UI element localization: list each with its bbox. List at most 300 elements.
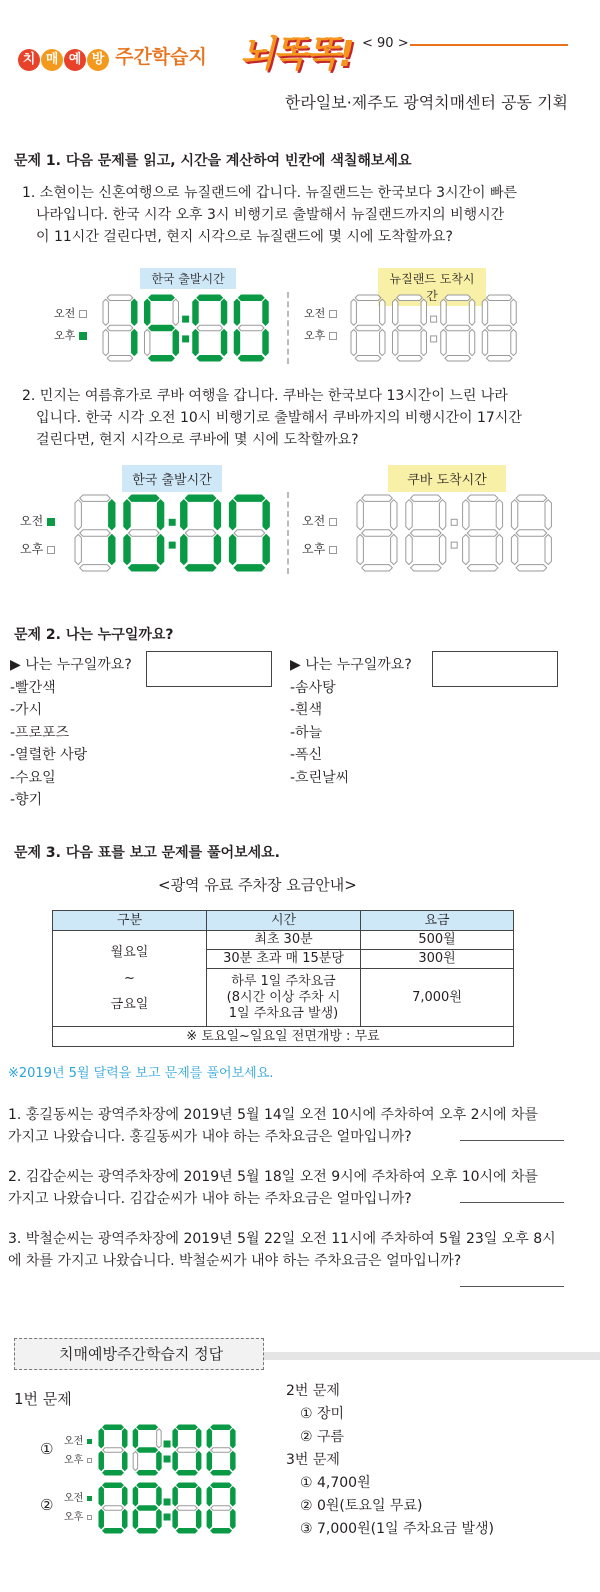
segment-e — [103, 329, 108, 355]
fee-time-cell — [207, 969, 361, 1027]
page-number: < 90 > — [362, 36, 409, 51]
q2-left-prompt: ▶ 나는 누구일까요? — [10, 657, 132, 673]
answer-q1-label: 1번 문제 — [14, 1390, 72, 1408]
segment-d — [234, 565, 265, 571]
hint-item: -하늘 — [290, 724, 323, 741]
fee-amount-cell: 7,000원 — [361, 969, 514, 1027]
clock-colon — [431, 316, 437, 322]
segment-a — [103, 1483, 124, 1487]
clock-colon — [164, 1499, 170, 1505]
q1-item2-clock-left — [74, 494, 270, 572]
segment-b — [496, 500, 502, 530]
segment-b — [263, 500, 269, 530]
segment-e — [99, 1452, 103, 1471]
segment-d — [185, 565, 216, 571]
segment-e — [181, 534, 187, 564]
segment-b — [157, 1429, 161, 1448]
segment-g — [177, 1448, 198, 1452]
am-label: 오전 — [64, 1493, 84, 1504]
segment-d — [211, 1471, 232, 1475]
clock-digit — [75, 495, 115, 571]
segment-a — [177, 1483, 198, 1487]
answer-item: ② 0원(토요일 무료) — [300, 1498, 423, 1514]
hint-item: -흐린날씨 — [290, 769, 350, 786]
q3-question-3 — [8, 1228, 588, 1272]
q2-title: 문제 2. 나는 누구일까요? — [14, 627, 174, 643]
segment-f — [511, 500, 517, 530]
segment-a — [197, 295, 223, 300]
brand-circle-3: 예 — [64, 49, 86, 71]
segment-a — [238, 295, 264, 300]
clock-digit — [99, 1483, 127, 1533]
clock-digit — [229, 495, 269, 571]
segment-c — [469, 329, 474, 355]
q1-item1-line3: 이 11시간 걸린다면, 현지 시각으로 뉴질랜드에 몇 시에 도착할까요? — [36, 229, 453, 245]
segment-b — [109, 500, 115, 530]
brand-title: 주간학습지 — [115, 46, 207, 68]
clock-digit — [463, 495, 503, 571]
clock-colon — [451, 519, 457, 525]
segment-e — [124, 534, 130, 564]
clock-colon — [431, 336, 437, 342]
fee-time-cell: 30분 초과 매 15분당 — [207, 950, 361, 969]
segment-f — [441, 299, 446, 325]
segment-e — [207, 1510, 211, 1529]
fee-time-line: 1일 주차요금 발생) — [228, 1005, 339, 1021]
segment-a — [103, 1425, 124, 1429]
pm-label: 오후 — [20, 542, 44, 556]
segment-f — [133, 1429, 137, 1448]
segment-a — [177, 1425, 198, 1429]
segment-g — [234, 530, 265, 536]
q1-item1-ampm-right — [304, 303, 337, 347]
hint-item: -솜사탕 — [290, 679, 336, 696]
clock-digit — [207, 1483, 235, 1533]
segment-e — [392, 329, 397, 355]
segment-g — [410, 530, 441, 536]
segment-c — [231, 1510, 235, 1529]
segment-d — [103, 1529, 124, 1533]
clock-colon — [164, 1514, 170, 1520]
segment-c — [157, 1510, 161, 1529]
q3-answer-blank-1[interactable] — [460, 1140, 564, 1141]
clock-digit — [133, 1483, 161, 1533]
am-label: 오전 — [54, 307, 76, 320]
segment-a — [149, 295, 175, 300]
segment-e — [406, 534, 412, 564]
pm-box[interactable] — [329, 332, 337, 340]
segment-f — [482, 299, 487, 325]
am-label: 오전 — [304, 307, 326, 320]
q1-item2-line1: 2. 민지는 여름휴가로 쿠바 여행을 갑니다. 쿠바는 한국보다 13시간이 느린 나라 — [22, 388, 508, 404]
pm-box[interactable] — [79, 332, 87, 340]
segment-g — [445, 325, 471, 330]
answer-item: ② 구름 — [300, 1429, 345, 1445]
segment-a — [362, 495, 393, 501]
q1-item1-clock-right[interactable] — [350, 294, 517, 362]
segment-e — [193, 329, 198, 355]
segment-d — [177, 1471, 198, 1475]
segment-f — [103, 299, 108, 325]
segment-c — [196, 1452, 200, 1471]
clock-digit — [234, 295, 268, 361]
brand-circle-4: 방 — [87, 49, 109, 71]
segment-c — [263, 329, 268, 355]
segment-f — [207, 1487, 211, 1506]
clock-digit — [144, 295, 178, 361]
segment-f — [207, 1429, 211, 1448]
segment-g — [137, 1506, 158, 1510]
pm-box — [87, 1458, 92, 1463]
segment-f — [124, 500, 130, 530]
answer-q1-ampm-2 — [64, 1489, 92, 1527]
answer-q1-clock-2 — [98, 1482, 236, 1534]
segment-d — [137, 1529, 158, 1533]
fee-time-line: (8시간 이상 주차 시 — [226, 989, 341, 1005]
segment-f — [173, 1429, 177, 1448]
segment-d — [103, 1471, 124, 1475]
hint-item: -프로포즈 — [10, 724, 70, 741]
segment-g — [197, 325, 223, 330]
pm-box[interactable] — [47, 546, 55, 554]
segment-f — [75, 500, 81, 530]
fee-amount-cell: 300원 — [361, 950, 514, 969]
clock-digit — [99, 1425, 127, 1475]
segment-d — [516, 565, 547, 571]
hint-item: -흰색 — [290, 702, 323, 718]
segment-d — [80, 565, 111, 571]
segment-b — [221, 299, 226, 325]
segment-c — [380, 329, 385, 355]
am-box — [87, 1439, 92, 1444]
segment-d — [137, 1471, 158, 1475]
segment-e — [351, 329, 356, 355]
segment-c — [421, 329, 426, 355]
divider — [287, 492, 289, 574]
q2-left-answer-box[interactable] — [146, 651, 272, 687]
segment-e — [173, 1510, 177, 1529]
am-box[interactable] — [329, 310, 337, 318]
segment-a — [355, 295, 381, 300]
answer-q2-q3-column — [286, 1380, 494, 1541]
q3-answer-blank-2[interactable] — [460, 1202, 564, 1203]
q3-title: 문제 3. 다음 표를 보고 문제를 풀어보세요. — [14, 845, 281, 861]
answers-title: 치매예방주간학습지 정답 — [14, 1338, 264, 1370]
segment-f — [99, 1429, 103, 1448]
clock-colon — [169, 519, 175, 525]
brand-circle-1: 치 — [18, 49, 40, 71]
segment-e — [441, 329, 446, 355]
fee-header: 시간 — [207, 911, 361, 931]
segment-f — [229, 500, 235, 530]
header-rule — [410, 44, 568, 46]
segment-a — [445, 295, 471, 300]
segment-g — [137, 1448, 158, 1452]
fee-table — [52, 910, 514, 1047]
segment-g — [362, 530, 393, 536]
segment-b — [231, 1429, 235, 1448]
clock-digit — [482, 295, 516, 361]
segment-e — [144, 329, 149, 355]
q3-q3-line1: 3. 박철순씨는 광역주차장에 2019년 5월 22일 오전 11시에 주차하여 5월 23일 오후 8시 — [8, 1231, 556, 1247]
fee-footer: ※ 토요일~일요일 전면개방 : 무료 — [53, 1027, 514, 1047]
clock-digit — [392, 295, 426, 361]
hint-item: -빨간색 — [10, 679, 56, 696]
segment-g — [177, 1506, 198, 1510]
segment-f — [99, 1487, 103, 1506]
segment-e — [357, 534, 363, 564]
segment-b — [231, 1487, 235, 1506]
hint-item: -열렬한 사랑 — [10, 747, 88, 763]
segment-e — [133, 1452, 137, 1471]
fee-amount-cell: 500월 — [361, 931, 514, 950]
clock-digit — [103, 295, 137, 361]
clock-digit — [193, 295, 227, 361]
q1-item1-left-tag: 한국 출발시간 — [140, 268, 236, 289]
q1-item2-right-tag: 쿠바 도착시간 — [388, 465, 506, 492]
segment-a — [410, 495, 441, 501]
segment-f — [406, 500, 412, 530]
segment-d — [362, 565, 393, 571]
am-box — [87, 1496, 92, 1501]
clock-digit — [207, 1425, 235, 1475]
segment-c — [123, 1510, 127, 1529]
clock-colon — [164, 1456, 170, 1462]
answer-item: ③ 7,000원(1일 주차요금 발생) — [300, 1521, 495, 1537]
segment-b — [421, 299, 426, 325]
divider — [287, 292, 289, 364]
q3-q1-line2: 가지고 나왔습니다. 홍길동씨가 내야 하는 주차요금은 얼마입니까? — [8, 1129, 412, 1145]
clock-digit — [511, 495, 551, 571]
segment-e — [229, 534, 235, 564]
q3-q2-line1: 2. 김갑순씨는 광역주차장에 2019년 5월 18일 오전 9시에 주차하여 오후 10시에 차를 — [8, 1169, 539, 1185]
segment-d — [177, 1529, 198, 1533]
am-label: 오전 — [302, 514, 326, 528]
segment-c — [173, 329, 178, 355]
answer-item: ① 4,700원 — [300, 1475, 371, 1491]
q1-item2-ampm-left — [20, 507, 55, 563]
segment-b — [157, 500, 163, 530]
day-start: 월요일 — [110, 944, 149, 960]
segment-c — [157, 1452, 161, 1471]
segment-a — [467, 495, 498, 501]
clock-digit — [173, 1483, 201, 1533]
segment-a — [137, 1483, 158, 1487]
segment-e — [173, 1452, 177, 1471]
hint-item: -가시 — [10, 702, 43, 718]
segment-c — [439, 534, 445, 564]
answer-item: ① 장미 — [300, 1406, 345, 1422]
am-label: 오전 — [20, 514, 44, 528]
segment-f — [351, 299, 356, 325]
segment-g — [103, 1506, 124, 1510]
segment-c — [221, 329, 226, 355]
clock-colon — [183, 336, 189, 342]
segment-a — [234, 495, 265, 501]
segment-g — [238, 325, 264, 330]
segment-e — [99, 1510, 103, 1529]
am-label: 오전 — [64, 1436, 84, 1447]
q1-item2-clock-right[interactable] — [356, 494, 552, 572]
fee-time-line: 하루 1일 주차요금 — [231, 973, 336, 989]
q3-question-2 — [8, 1166, 588, 1210]
q1-item2-line3: 걸린다면, 현지 시각으로 쿠바에 몇 시에 도착할까요? — [36, 432, 359, 448]
segment-g — [486, 325, 512, 330]
answer-q1-ampm-1 — [64, 1432, 92, 1470]
segment-f — [392, 299, 397, 325]
pm-label: 오후 — [304, 329, 326, 342]
segment-c — [214, 534, 220, 564]
segment-b — [511, 299, 516, 325]
segment-a — [516, 495, 547, 501]
segment-f — [193, 299, 198, 325]
am-box[interactable] — [47, 518, 55, 526]
clock-digit — [173, 1425, 201, 1475]
q2-right-answer-box[interactable] — [432, 651, 558, 687]
answers-rule — [264, 1352, 600, 1360]
segment-e — [133, 1510, 137, 1529]
segment-g — [397, 325, 423, 330]
clock-digit — [357, 495, 397, 571]
segment-a — [185, 495, 216, 501]
segment-a — [397, 295, 423, 300]
pm-box — [87, 1515, 92, 1520]
segment-a — [211, 1425, 232, 1429]
segment-g — [211, 1506, 232, 1510]
segment-d — [149, 356, 175, 361]
segment-a — [137, 1425, 158, 1429]
segment-b — [380, 299, 385, 325]
segment-b — [196, 1487, 200, 1506]
answer-q1-num-1: ① — [40, 1440, 54, 1458]
segment-c — [545, 534, 551, 564]
segment-f — [133, 1487, 137, 1506]
q2-right-prompt: ▶ 나는 누구일까요? — [290, 657, 412, 673]
segment-a — [128, 495, 159, 501]
pm-label: 오후 — [64, 1512, 84, 1523]
segment-f — [357, 500, 363, 530]
q1-item2-left-tag: 한국 출발시간 — [122, 465, 222, 492]
segment-e — [207, 1452, 211, 1471]
segment-c — [496, 534, 502, 564]
pm-label: 오후 — [302, 542, 326, 556]
segment-e — [234, 329, 239, 355]
segment-f — [463, 500, 469, 530]
pm-box[interactable] — [329, 546, 337, 554]
segment-c — [391, 534, 397, 564]
segment-d — [397, 356, 423, 361]
segment-b — [132, 299, 137, 325]
q3-answer-blank-3[interactable] — [460, 1286, 564, 1287]
segment-d — [128, 565, 159, 571]
segment-d — [486, 356, 512, 361]
segment-b — [469, 299, 474, 325]
fee-day-cell — [53, 931, 207, 1027]
segment-c — [109, 534, 115, 564]
pm-label: 오후 — [54, 329, 76, 342]
q1-item1-ampm-left — [54, 303, 87, 347]
clock-digit — [124, 495, 164, 571]
segment-a — [80, 495, 111, 501]
segment-b — [214, 500, 220, 530]
clock-digit — [406, 495, 446, 571]
fee-table-title: <광역 유료 주차장 요금안내> — [158, 876, 357, 894]
segment-a — [211, 1483, 232, 1487]
q1-item2-ampm-right — [302, 507, 337, 563]
segment-b — [173, 299, 178, 325]
segment-g — [516, 530, 547, 536]
q2-right-column — [290, 654, 412, 789]
segment-b — [196, 1429, 200, 1448]
fee-header: 요금 — [361, 911, 514, 931]
page-subtitle: 한라일보·제주도 광역치매센터 공동 기획 — [284, 93, 568, 112]
segment-c — [196, 1510, 200, 1529]
q1-item1-clock-left — [102, 294, 269, 362]
hint-item: -향기 — [10, 792, 43, 808]
segment-b — [123, 1487, 127, 1506]
day-sep: ~ — [124, 970, 135, 986]
segment-d — [355, 356, 381, 361]
q3-q2-line2: 가지고 나왔습니다. 김갑순씨가 내야 하는 주차요금은 얼마입니까? — [8, 1191, 412, 1207]
logo: 뇌똑똑! — [240, 34, 353, 75]
segment-a — [486, 295, 512, 300]
q1-item2-line2: 입니다. 한국 시각 오전 10시 비행기로 출발해서 쿠바까지의 비행시간이 17시간 — [36, 410, 522, 426]
answer-q1-clock-1 — [98, 1424, 236, 1476]
segment-b — [157, 1487, 161, 1506]
segment-f — [234, 299, 239, 325]
am-box[interactable] — [79, 310, 87, 318]
header-brand — [18, 42, 207, 71]
day-end: 금요일 — [110, 996, 149, 1012]
segment-c — [157, 534, 163, 564]
segment-f — [144, 299, 149, 325]
fee-time-cell: 최초 30분 — [207, 931, 361, 950]
segment-d — [445, 356, 471, 361]
segment-c — [231, 1452, 235, 1471]
answer-q3-label: 3번 문제 — [286, 1452, 340, 1468]
answer-q2-label: 2번 문제 — [286, 1383, 340, 1399]
segment-e — [511, 534, 517, 564]
clock-colon — [169, 542, 175, 548]
segment-g — [185, 530, 216, 536]
segment-b — [263, 299, 268, 325]
q2-left-column — [10, 654, 132, 812]
segment-g — [355, 325, 381, 330]
clock-digit — [441, 295, 475, 361]
segment-d — [211, 1529, 232, 1533]
segment-d — [410, 565, 441, 571]
answer-q1-num-2: ② — [40, 1496, 54, 1514]
hint-item: -수요일 — [10, 769, 56, 786]
clock-digit — [181, 495, 221, 571]
am-box[interactable] — [329, 518, 337, 526]
q1-item1-text — [22, 182, 582, 248]
segment-b — [391, 500, 397, 530]
segment-f — [173, 1487, 177, 1506]
brand-circle-2: 매 — [41, 49, 63, 71]
clock-colon — [451, 542, 457, 548]
segment-g — [107, 325, 133, 330]
segment-e — [463, 534, 469, 564]
q3-q3-line2: 에 차를 가지고 나왔습니다. 박철순씨가 내야 하는 주차요금은 얼마입니까? — [8, 1253, 462, 1269]
segment-b — [439, 500, 445, 530]
clock-colon — [183, 316, 189, 322]
q1-item1-line1: 1. 소현이는 신혼여행으로 뉴질랜드에 갑니다. 뉴질랜드는 한국보다 3시간이 빠른 — [22, 185, 518, 201]
segment-g — [149, 325, 175, 330]
segment-d — [197, 356, 223, 361]
segment-c — [132, 329, 137, 355]
segment-f — [181, 500, 187, 530]
